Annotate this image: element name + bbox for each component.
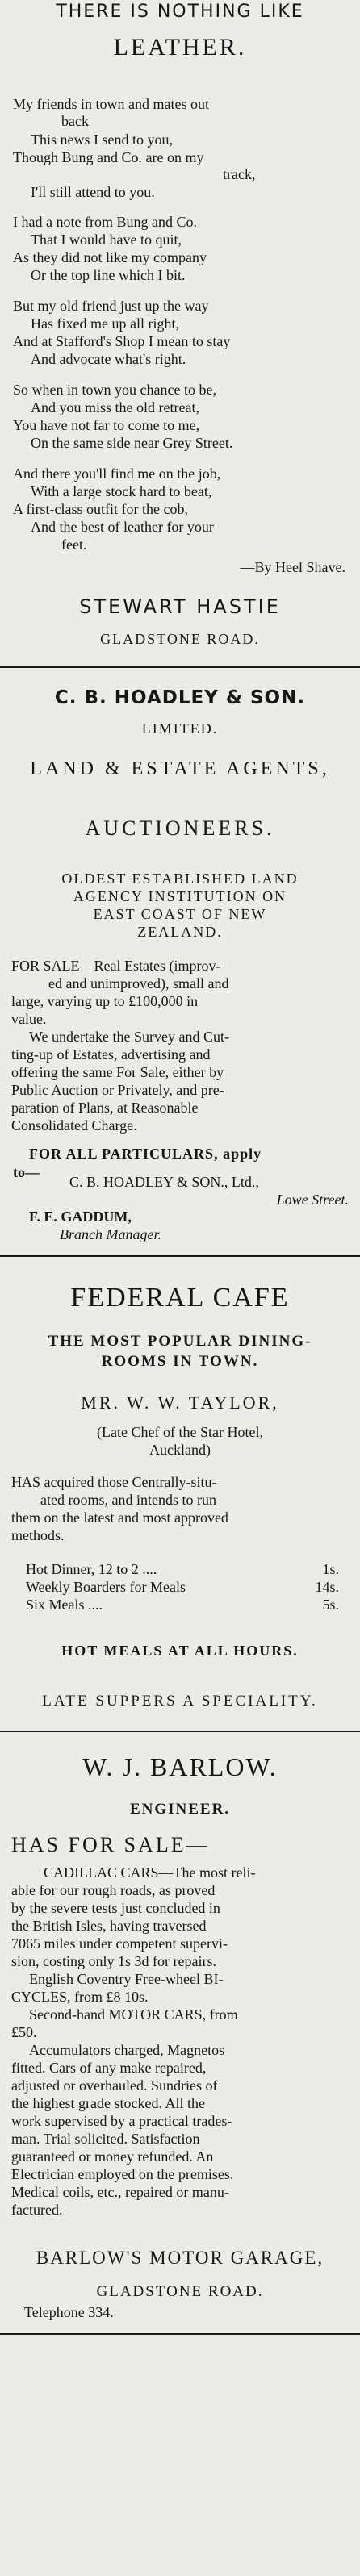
poem-line: track,	[223, 166, 256, 182]
body-line: English Coventry Free-wheel BI-	[29, 1971, 224, 1987]
barlow-garage: BARLOW'S MOTOR GARAGE,	[36, 2248, 324, 2268]
column-divider	[0, 1731, 360, 1732]
tagline-line: ZEALAND.	[137, 924, 223, 940]
barlow-has-for-sale: HAS FOR SALE—	[11, 1833, 210, 1856]
poem-line: And you miss the old retreat,	[31, 399, 199, 415]
hoadley-limited: LIMITED.	[141, 720, 219, 737]
poem-line: back	[61, 113, 89, 129]
column-divider	[0, 666, 360, 668]
price-item: Six Meals ....	[26, 1597, 103, 1613]
hoadley-manager: F. E. GADDUM,	[29, 1209, 132, 1225]
poem-line: And at Stafford's Shop I mean to stay	[13, 333, 231, 349]
price-item: Hot Dinner, 12 to 2 ....	[26, 1561, 157, 1577]
poem-line: Or the top line which I bit.	[31, 267, 186, 283]
column-divider	[0, 1255, 360, 1257]
leather-address: GLADSTONE ROAD.	[100, 631, 260, 647]
body-line: Public Auction or Privately, and pre-	[11, 1082, 224, 1098]
leather-headline-line1: THERE IS NOTHING LIKE	[56, 2, 304, 22]
hoadley-services-line1: LAND & ESTATE AGENTS,	[30, 758, 330, 779]
body-line: Consolidated Charge.	[11, 1117, 137, 1134]
body-line: large, varying up to £100,000 in	[11, 993, 199, 1009]
body-line: Medical coils, etc., repaired or manu-	[11, 2184, 229, 2200]
body-line: Accumulators charged, Magnetos	[29, 2042, 225, 2058]
body-line: the highest grade stocked. All the	[11, 2095, 205, 2111]
barlow-name: W. J. BARLOW.	[82, 1752, 278, 1781]
price-value: 5s.	[322, 1597, 339, 1613]
hoadley-firm-name: C. B. HOADLEY & SON.	[54, 687, 306, 708]
column-divider	[0, 2333, 360, 2335]
poem-line: Though Bung and Co. are on my	[13, 149, 204, 165]
poem-line: On the same side near Grey Street.	[31, 435, 233, 451]
body-line: offering the same For Sale, either by	[11, 1064, 224, 1080]
poem-line: A first-class outfit for the cob,	[13, 501, 188, 517]
cafe-proprietor-note-line1: (Late Chef of the Star Hotel,	[97, 1424, 263, 1440]
hoadley-services-line2: AUCTIONEERS.	[85, 816, 275, 840]
cafe-tagline-line1: THE MOST POPULAR DINING-	[48, 1333, 312, 1350]
barlow-address: GLADSTONE ROAD.	[96, 2283, 264, 2300]
body-line: ting-up of Estates, advertising and	[11, 1046, 211, 1063]
price-value: 1s.	[322, 1561, 339, 1577]
price-item: Weekly Boarders for Meals	[26, 1579, 186, 1595]
poem-line: You have not far to come to me,	[13, 417, 200, 433]
body-line: work supervised by a practical trades-	[11, 2113, 232, 2129]
barlow-telephone: Telephone 334.	[24, 2304, 114, 2320]
body-line: ed and unimproved), small and	[48, 975, 229, 992]
hoadley-contact-name: C. B. HOADLEY & SON., Ltd.,	[69, 1174, 259, 1190]
hoadley-manager-title: Branch Manager.	[60, 1226, 161, 1242]
leather-business-name: STEWART HASTIE	[79, 595, 281, 618]
body-line: man. Trial solicited. Satisfaction	[11, 2131, 200, 2147]
tagline-line: AGENCY INSTITUTION ON	[73, 888, 287, 904]
tagline-line: EAST COAST OF NEW	[93, 906, 267, 922]
barlow-title: ENGINEER.	[129, 1801, 231, 1818]
poem-line: That I would have to quit,	[31, 232, 182, 248]
tagline-line: OLDEST ESTABLISHED LAND	[61, 870, 299, 887]
cafe-proprietor: MR. W. W. TAYLOR,	[81, 1392, 279, 1413]
cafe-tagline-line2: ROOMS IN TOWN.	[101, 1353, 259, 1370]
hoadley-particulars: FOR ALL PARTICULARS, apply	[29, 1146, 262, 1162]
hoadley-contact-street: Lowe Street.	[276, 1192, 349, 1208]
price-value: 14s.	[315, 1579, 339, 1595]
body-line: £50.	[11, 2024, 37, 2040]
cafe-name: FEDERAL CAFE	[70, 1283, 290, 1313]
leather-signature: —By Heel Shave.	[240, 559, 345, 575]
hoadley-particulars-to: to—	[13, 1164, 40, 1180]
poem-line: My friends in town and mates out	[13, 96, 209, 112]
poem-line: With a large stock hard to beat,	[31, 483, 212, 499]
body-line: paration of Plans, at Reasonable	[11, 1100, 199, 1116]
body-line: value.	[11, 1011, 47, 1027]
body-line: adjusted or overhauled. Sundries of	[11, 2077, 218, 2094]
body-line: CYCLES, from £8 10s.	[11, 1989, 149, 2005]
cafe-hot-meals: HOT MEALS AT ALL HOURS.	[61, 1643, 299, 1659]
body-line: FOR SALE—Real Estates (improv-	[11, 958, 221, 974]
body-line: ated rooms, and intends to run	[40, 1492, 216, 1508]
poem-line: And advocate what's right.	[31, 351, 186, 367]
body-line: them on the latest and most approved	[11, 1509, 228, 1526]
body-line: Electrician employed on the premises.	[11, 2166, 234, 2182]
body-line: able for our rough roads, as proved	[11, 1882, 216, 1898]
body-line: 7065 miles under competent supervi-	[11, 1935, 228, 1952]
poem-line: This news I send to you,	[31, 132, 173, 148]
cafe-proprietor-note-line2: Auckland)	[149, 1442, 211, 1458]
body-line: CADILLAC CARS—The most reli-	[44, 1864, 256, 1881]
poem-line: I'll still attend to you.	[31, 184, 155, 200]
body-line: the British Isles, having traversed	[11, 1918, 207, 1934]
poem-line: And the best of leather for your	[31, 519, 214, 535]
leather-headline-line2: LEATHER.	[113, 34, 247, 61]
body-line: Second-hand MOTOR CARS, from	[29, 2006, 238, 2023]
poem-line: So when in town you chance to be,	[13, 382, 216, 398]
body-line: methods.	[11, 1527, 65, 1543]
body-line: sion, costing only 1s 3d for repairs.	[11, 1953, 216, 1969]
poem-line: Has fixed me up all right,	[31, 315, 179, 332]
poem-line: And there you'll find me on the job,	[13, 466, 221, 482]
body-line: guaranteed or money refunded. An	[11, 2148, 214, 2165]
poem-line: I had a note from Bung and Co.	[13, 214, 197, 230]
body-line: We undertake the Survey and Cut-	[29, 1029, 229, 1045]
poem-line: feet.	[61, 536, 87, 553]
body-line: HAS acquired those Centrally-situ-	[11, 1474, 217, 1490]
body-line: by the severe tests just concluded in	[11, 1900, 220, 1916]
body-line: fitted. Cars of any make repaired,	[11, 2060, 207, 2076]
body-line: factured.	[11, 2202, 63, 2218]
poem-line: As they did not like my company	[13, 249, 207, 265]
cafe-late-suppers: LATE SUPPERS A SPECIALITY.	[42, 1693, 318, 1710]
poem-line: But my old friend just up the way	[13, 298, 209, 314]
